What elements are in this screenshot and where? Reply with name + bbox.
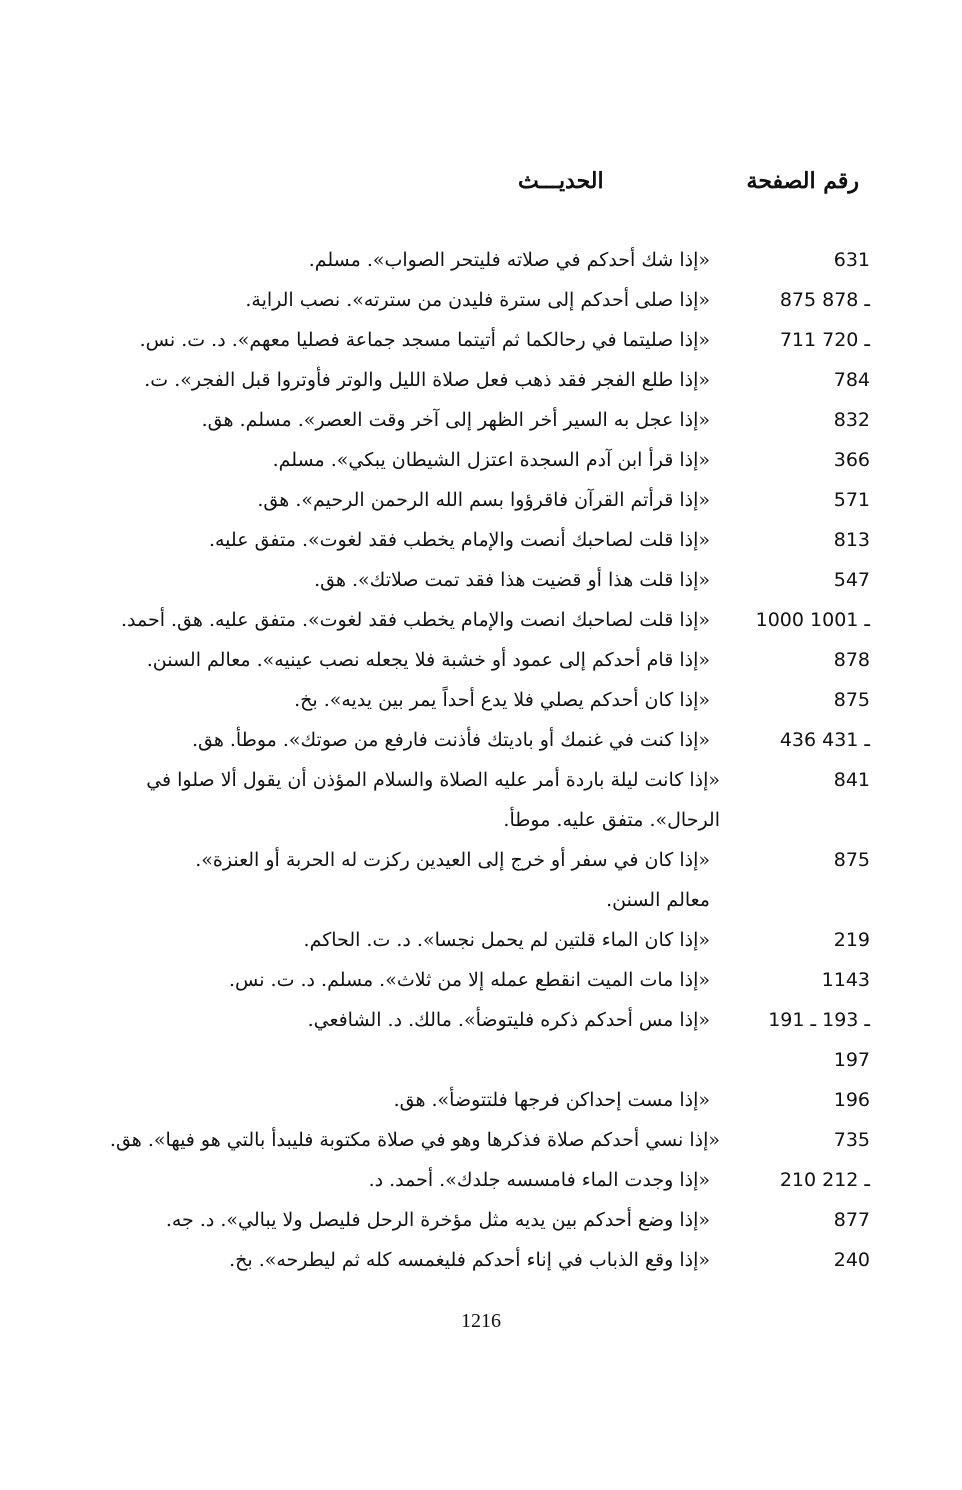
entry-page-ref: 1000 ـ 1001 [755, 609, 870, 631]
index-entry [70, 1000, 870, 1080]
entry-hadith-text: «إذا طلع الفجر فقد ذهب فعل صلاة الليل والوتر فأوتروا قبل الفجر». ت. [144, 369, 710, 391]
index-entry [70, 400, 870, 440]
entry-page-ref: 878 [833, 649, 870, 671]
entry-page-ref: 219 [833, 929, 870, 951]
entry-page-ref: 191 ـ 193 ـ [768, 1009, 870, 1031]
entry-hadith-text: «إذا وضع أحدكم بين يديه مثل مؤخرة الرحل فليصل ولا يبالي». د. جه. [165, 1209, 710, 1231]
entry-page-ref-continued: 197 [833, 1049, 870, 1071]
entry-hadith-text: «إذا قام أحدكم إلى عمود أو خشبة فلا يجعله نصب عينيه». معالم السنن. [146, 649, 710, 671]
index-entry [70, 1120, 870, 1160]
index-entry [70, 640, 870, 680]
entry-hadith-text: «إذا مس أحدكم ذكره فليتوضأ». مالك. د. الشافعي. [307, 1009, 710, 1031]
index-entry [70, 320, 870, 360]
index-entry [70, 840, 870, 920]
entry-hadith-text: «إذا مست إحداكن فرجها فلتتوضأ». هق. [393, 1089, 710, 1111]
entry-hadith-text: «إذا صليتما في رحالكما ثم أتيتما مسجد جماعة فصليا معهم». د. ت. نس. [139, 329, 710, 351]
entry-hadith-text: «إذا صلى أحدكم إلى سترة فليدن من سترته». نصب الراية. [245, 289, 710, 311]
index-entry [70, 1200, 870, 1240]
entry-page-ref: 1143 [821, 969, 870, 991]
index-entry [70, 560, 870, 600]
index-entry [70, 480, 870, 520]
entry-hadith-text: «إذا كنت في غنمك أو باديتك فأذنت فارفع من صوتك». موطأ. هق. [191, 729, 710, 751]
entry-page-ref: 875 ـ 878 [779, 289, 870, 311]
entry-hadith-text: «إذا قلت لصاحبك أنصت والإمام يخطب فقد لغوت». متفق عليه. [208, 529, 710, 551]
entry-hadith-text: «إذا كان أحدكم يصلي فلا يدع أحداً يمر بين يديه». بخ. [294, 689, 710, 711]
entry-page-ref: 711 ـ 720 [779, 329, 870, 351]
entry-page-ref: 631 [833, 249, 870, 271]
index-entry [70, 920, 870, 960]
index-entry [70, 280, 870, 320]
entry-page-ref: 875 [833, 849, 870, 871]
entry-page-ref: 196 [833, 1089, 870, 1111]
entry-hadith-text: «إذا شك أحدكم في صلاته فليتحر الصواب». مسلم. [308, 249, 710, 271]
entry-page-ref: 813 [833, 529, 870, 551]
page-number: 1216 [461, 1310, 501, 1332]
entry-hadith-text: «إذا نسي أحدكم صلاة فذكرها وهو في صلاة مكتوبة فليبدأ بالتي هو فيها». هق. [109, 1129, 720, 1151]
index-entry [70, 720, 870, 760]
entry-hadith-text: «إذا قلت لصاحبك انصت والإمام يخطب فقد لغوت». متفق عليه. هق. أحمد. [120, 609, 710, 631]
entry-hadith-text: «إذا وقع الذباب في إناء أحدكم فليغمسه كله ثم ليطرحه». بخ. [229, 1249, 710, 1271]
entry-hadith-text: «إذا كان في سفر أو خرج إلى العيدين ركزت له الحربة أو العنزة». معالم السنن. [195, 849, 710, 911]
entry-page-ref: 877 [833, 1209, 870, 1231]
entry-page-ref: 735 [833, 1129, 870, 1151]
entry-page-ref: 841 [833, 769, 870, 791]
entry-hadith-text: «إذا كان الماء قلتين لم يحمل نجسا». د. ت. الحاكم. [303, 929, 710, 951]
index-entry [70, 440, 870, 480]
entry-hadith-text: «إذا قرأتم القرآن فاقرؤوا بسم الله الرحمن الرحيم». هق. [257, 489, 710, 511]
index-entry [70, 1080, 870, 1120]
entry-page-ref: 366 [833, 449, 870, 471]
index-entry [70, 520, 870, 560]
entry-page-ref: 832 [833, 409, 870, 431]
index-entry [70, 1240, 870, 1280]
entry-hadith-text: «إذا قرأ ابن آدم السجدة اعتزل الشيطان يبكي». مسلم. [272, 449, 710, 471]
entry-hadith-text: «إذا مات الميت انقطع عمله إلا من ثلاث». مسلم. د. ت. نس. [228, 969, 710, 991]
entry-hadith-text: «إذا وجدت الماء فامسسه جلدك». أحمد. د. [368, 1169, 710, 1191]
index-entry [70, 600, 870, 640]
entry-page-ref: 210 ـ 212 [779, 1169, 870, 1191]
entry-page-ref: 571 [833, 489, 870, 511]
hadith-index-list [70, 240, 870, 1280]
index-entry [70, 360, 870, 400]
entry-hadith-text: «إذا عجل به السير أخر الظهر إلى آخر وقت العصر». مسلم. هق. [201, 409, 710, 431]
index-entry [70, 240, 870, 280]
entry-hadith-text: «إذا قلت هذا أو قضيت هذا فقد تمت صلاتك». هق. [314, 569, 710, 591]
index-entry [70, 1160, 870, 1200]
entry-page-ref: 436 ـ 431 [779, 729, 870, 751]
entry-page-ref: 240 [833, 1249, 870, 1271]
index-entry [70, 760, 870, 840]
entry-hadith-text: «إذا كانت ليلة باردة أمر عليه الصلاة والسلام المؤذن أن يقول ألا صلوا في الرحال». متفق عليه. موطأ. [146, 769, 720, 831]
entry-page-ref: 547 [833, 569, 870, 591]
entry-page-ref: 784 [833, 369, 870, 391]
index-entry [70, 680, 870, 720]
entry-page-ref: 875 [833, 689, 870, 711]
hadith-column-header: الحديـــث [518, 168, 604, 194]
page-number-column-header: رقم الصفحة [746, 168, 859, 194]
index-entry [70, 960, 870, 1000]
